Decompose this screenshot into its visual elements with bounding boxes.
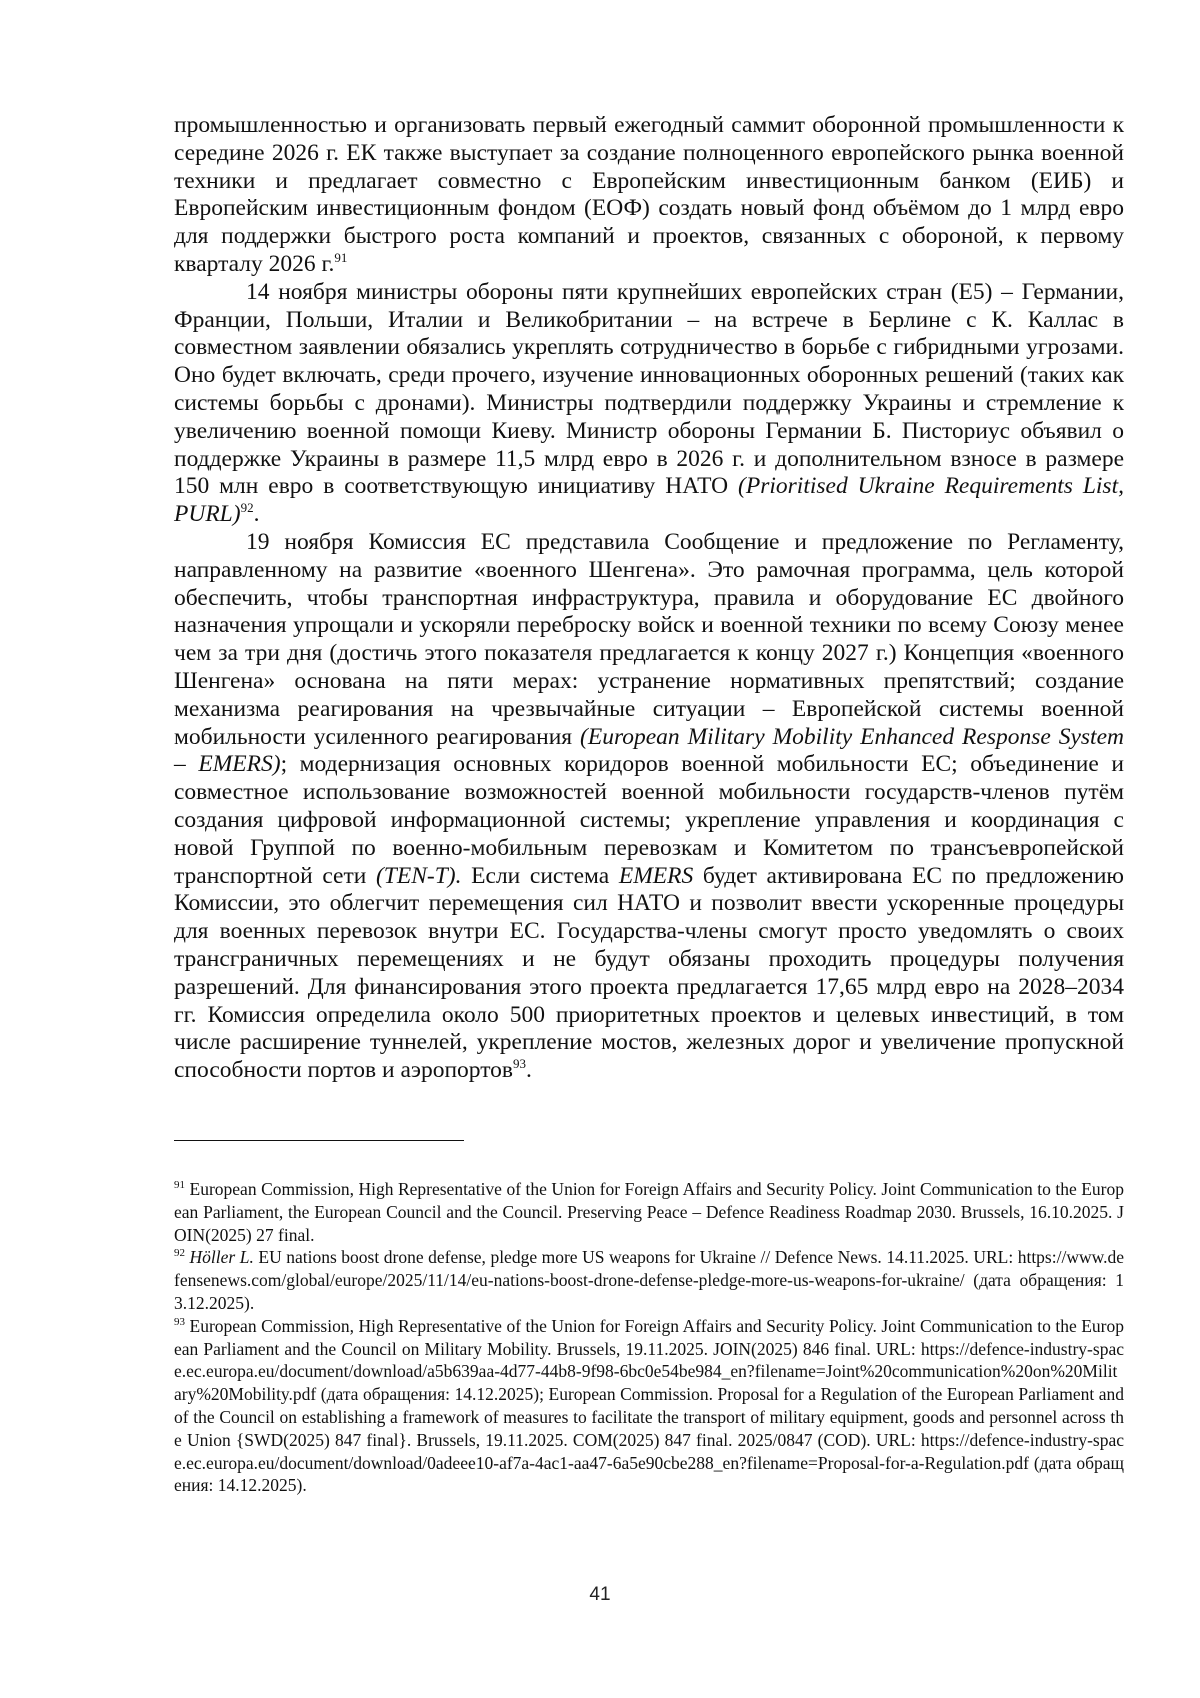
footnote-ref-93[interactable]: 93	[513, 1056, 527, 1072]
ten-t-italic: (TEN-T).	[375, 862, 462, 889]
footnote-number-91: 91	[174, 1179, 185, 1192]
footnotes	[174, 1178, 1124, 1497]
footnote-separator	[174, 1140, 464, 1141]
paragraph-1: промышленностью и организовать первый ежегодный саммит оборонной промышленности к середине 2026 г. ЕК также выступает за создание полноценного европейского рынка военной техники и предлагает совместно с Европейским инвестиционным банком (ЕИБ) и Европейским инвестиционным фондом (ЕОФ) создать новый фонд объёмом до 1 млрд евро для поддержки быстрого роста компаний и проектов, связанных с обороной, к первому кварталу 2026 г.$^{91}$	[174, 112, 1124, 277]
emers-italic: (European Military Mobility Enhanced Response System – EMERS)	[174, 723, 1124, 778]
footnote-ref-92[interactable]: 92	[240, 500, 254, 516]
main-text	[174, 112, 1124, 1085]
footnote-author: Höller L.	[189, 1247, 254, 1268]
footnote-93: $^{93}$ European Commission, High Representative of the Union for Foreign Affairs and Security Policy. Joint Communication to the European Parliament and the Council on Military Mobility. Brussels, 19.11.2025. JOIN(2025) 846 final. URL: https://defence-industry-space.ec.europa.eu/document/download/a5b639aa-4d77-44b8-9f98-6bc0e54be984_en?filename=Joint%20communication%20on%20Military%20Mobility.pdf (дата обращения: 14.12.2025); European Commission. Proposal for a Regulation of the European Parliament and of the Council on establishing a framework of measures to facilitate the transport of military equipment, goods and personnel across the Union {SWD(2025) 847 final}. Brussels, 19.11.2025. COM(2025) 847 final. 2025/0847 (COD). URL: https://defence-industry-space.ec.europa.eu/document/download/0adeee10-af7a-4ac1-aa47-6a5e90cbe288_en?filename=Proposal-for-a-Regulation.pdf (дата обращения: 14.12.2025).	[174, 1315, 1125, 1496]
footnote-number-92: 92	[174, 1247, 185, 1260]
emers-short-italic: EMERS	[618, 862, 694, 889]
footnote-92: $^{92}$ Höller L. EU nations boost drone defense, pledge more US weapons for Ukraine // Defence News. 14.11.2025. URL: https://www.defensenews.com/global/europe/2025/11/14/eu-nations-boost-drone-defense-pledge-more-us-weapons-for-ukraine/ (дата обращения: 13.12.2025).	[174, 1247, 1124, 1313]
paragraph-3: 19 ноября Комиссия ЕС представила Сообщение и предложение по Регламенту, направленному на развитие «военного Шенгена». Это рамочная программа, цель которой обеспечить, чтобы транспортная инфраструктура, правила и оборудование ЕС двойного назначения упрощали и ускоряли переброску войск и военной техники по всему Союзу менее чем за три дня (достичь этого показателя предлагается к концу 2027 г.) Концепция «военного Шенгена» основана на пяти мерах: устранение нормативных препятствий; создание механизма реагирования на чрезвычайные ситуации – Европейской системы военной мобильности усиленного реагирования (European Military Mobility Enhanced Response System – EMERS); модернизация основных коридоров военной мобильности ЕС; объединение и совместное использование возможностей военной мобильности государств-членов путём создания цифровой информационной системы; укрепление управления и координация с новой Группой по военно-мобильным перевозкам и Комитетом по трансъевропейской транспортной сети (TEN-T). Если система EMERS будет активирована ЕС по предложению Комиссии, это облегчит перемещения сил НАТО и позволит ввести ускоренные процедуры для военных перевозок внутри ЕС. Государства-члены смогут просто уведомлять о своих трансграничных перемещениях и не будут обязаны проходить процедуры получения разрешений. Для финансирования этого проекта предлагается 17,65 млрд евро на 2028–2034 гг. Комиссия определила около 500 приоритетных проектов и целевых инвестиций, в том числе расширение туннелей, укрепление мостов, железных дорог и увеличение пропускной способности портов и аэропортов$^{93}$.	[174, 528, 1124, 1084]
footnote-91: $^{91}$ European Commission, High Representative of the Union for Foreign Affairs and Security Policy. Joint Communication to the European Parliament, the European Council and the Council. Preserving Peace – Defence Readiness Roadmap 2030. Brussels, 16.10.2025. JOIN(2025) 27 final.	[174, 1179, 1125, 1245]
footnote-number-93: 93	[174, 1315, 185, 1328]
purl-italic: (Prioritised Ukraine Requirements List, PURL)	[174, 473, 1124, 528]
paragraph-2: 14 ноября министры обороны пяти крупнейших европейских стран (Е5) – Германии, Франции, Польши, Италии и Великобритании – на встрече в Берлине с К. Каллас в совместном заявлении обязались укреплять сотрудничество в борьбе с гибридными угрозами. Оно будет включать, среди прочего, изучение инновационных оборонных решений (таких как системы борьбы с дронами). Министры подтвердили поддержку Украины и стремление к увеличению военной помощи Киеву. Министр обороны Германии Б. Писториус объявил о поддержке Украины в размере 11,5 млрд евро в 2026 г. и дополнительном взносе в размере 150 млн евро в соответствующую инициативу НАТО (Prioritised Ukraine Requirements List, PURL)$^{92}$.	[174, 278, 1124, 528]
footnote-ref-91[interactable]: 91	[334, 250, 348, 266]
page-number: 41	[589, 1584, 611, 1605]
